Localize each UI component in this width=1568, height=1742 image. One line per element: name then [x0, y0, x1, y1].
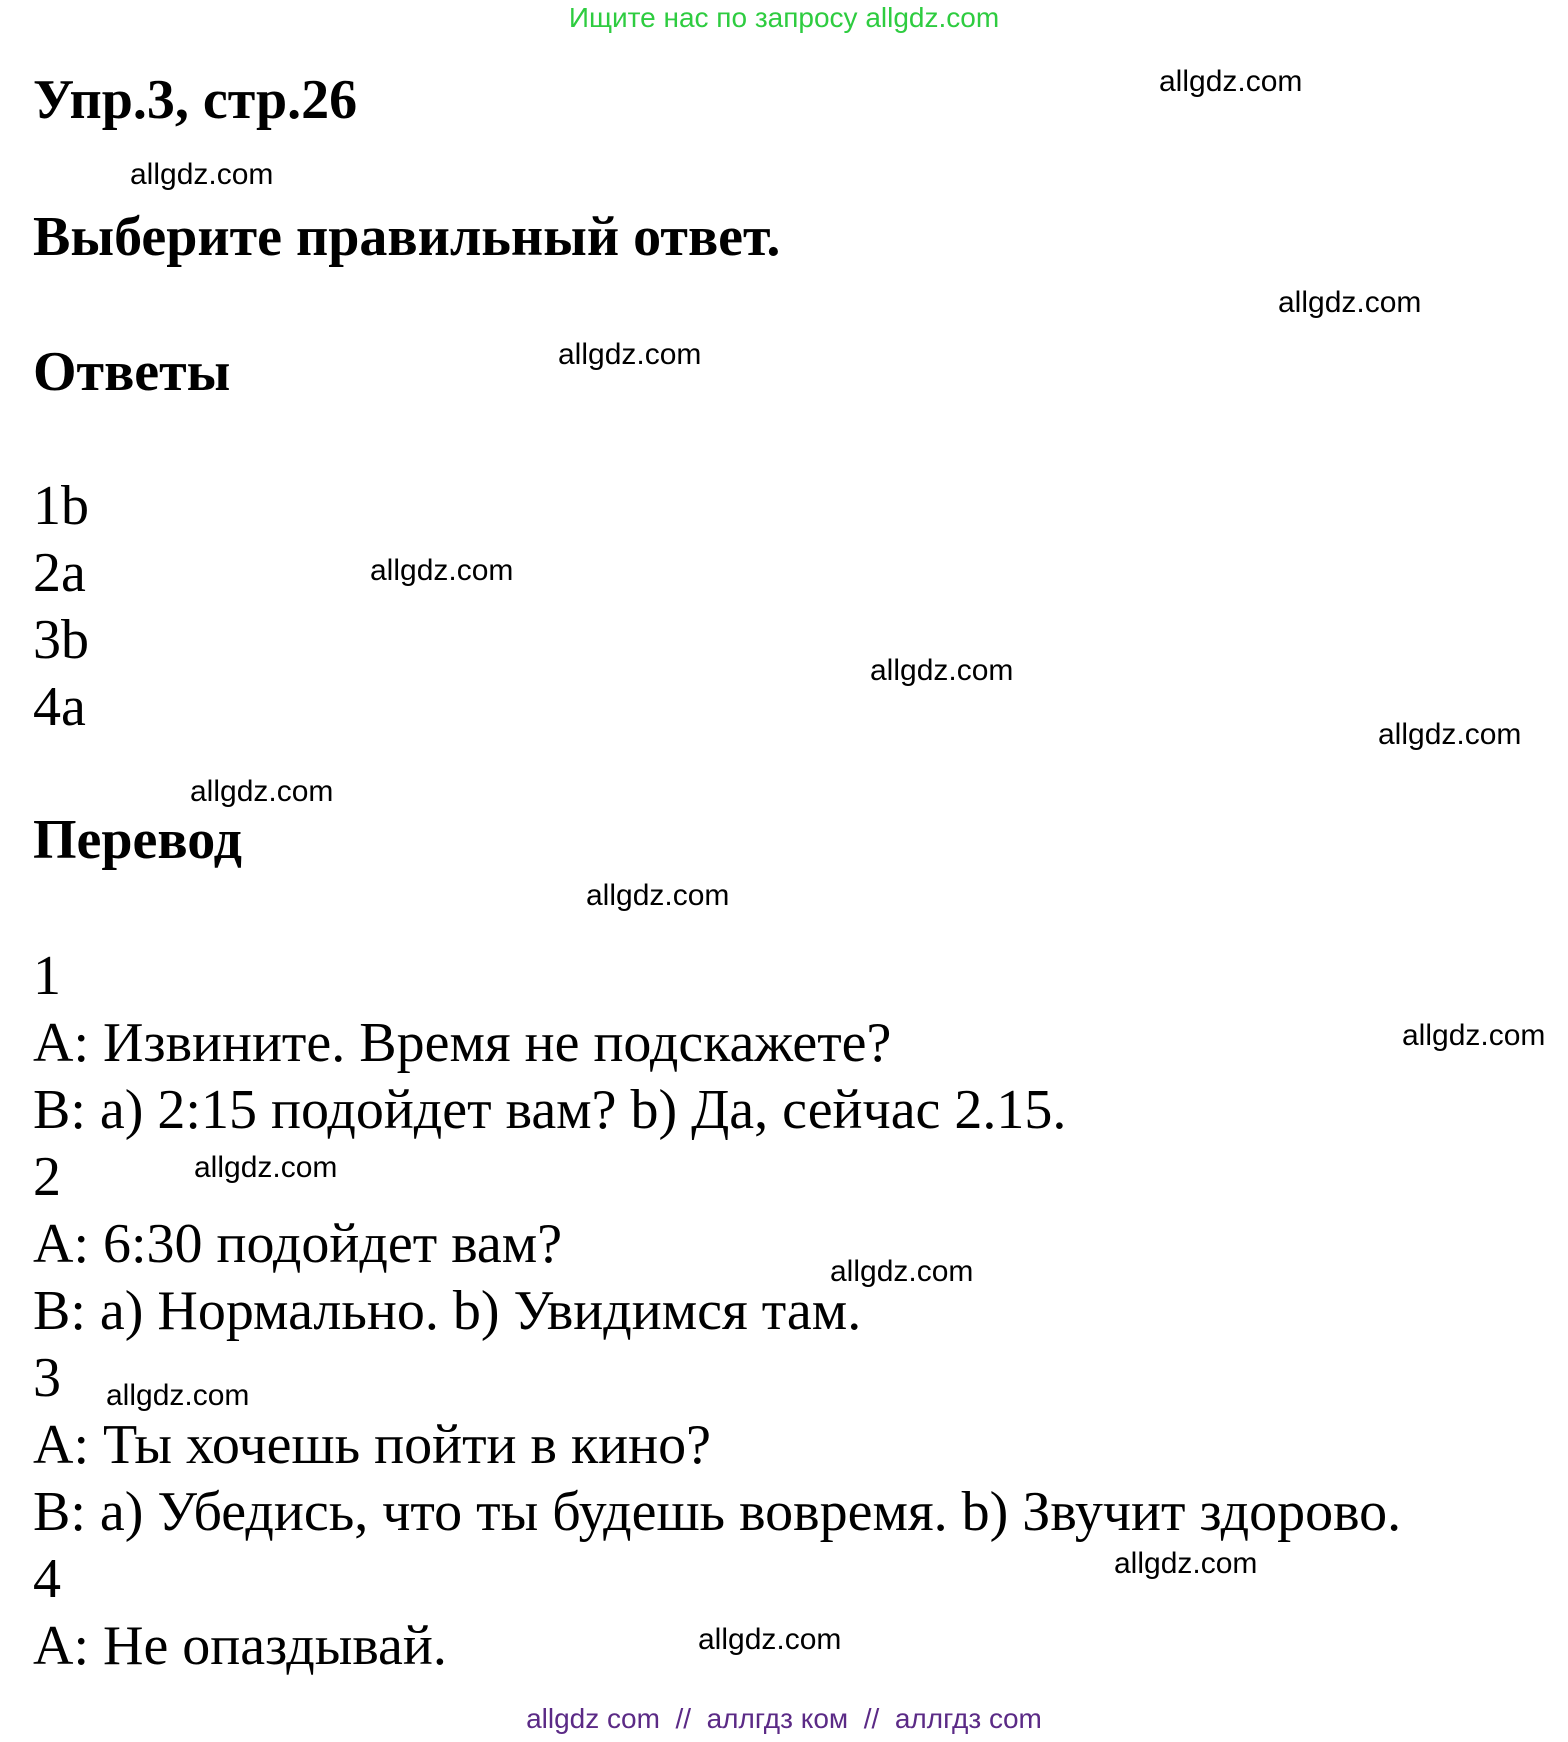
translation-heading: Перевод	[33, 809, 242, 871]
watermark: allgdz.com	[370, 554, 514, 587]
watermark: allgdz.com	[586, 879, 730, 912]
answer-item: 3b	[33, 609, 89, 671]
watermark: allgdz.com	[106, 1379, 250, 1412]
watermark: allgdz.com	[194, 1151, 338, 1184]
translation-line: A: Не опаздывай.	[33, 1615, 447, 1677]
translation-number: 2	[33, 1146, 61, 1208]
translation-line: A: Ты хочешь пойти в кино?	[33, 1414, 711, 1476]
translation-number: 3	[33, 1347, 61, 1409]
watermark: allgdz.com	[1378, 718, 1522, 751]
answers-heading: Ответы	[33, 341, 231, 403]
translation-number: 1	[33, 945, 61, 1007]
watermark: allgdz.com	[1159, 65, 1303, 98]
answer-item: 2a	[33, 542, 86, 604]
watermark: allgdz.com	[190, 775, 334, 808]
top-banner-link[interactable]: Ищите нас по запросу allgdz.com	[568, 2, 1000, 33]
translation-number: 4	[33, 1548, 61, 1610]
watermark: allgdz.com	[558, 338, 702, 371]
watermark: allgdz.com	[870, 654, 1014, 687]
exercise-instruction: Выберите правильный ответ.	[33, 206, 781, 268]
watermark: allgdz.com	[1114, 1547, 1258, 1580]
translation-line: A: Извините. Время не подскажете?	[33, 1012, 892, 1074]
watermark: allgdz.com	[130, 158, 274, 191]
translation-line: A: 6:30 подойдет вам?	[33, 1213, 563, 1275]
watermark: allgdz.com	[698, 1623, 842, 1656]
answer-item: 1b	[33, 475, 89, 537]
translation-line: B: a) Нормально. b) Увидимся там.	[33, 1280, 862, 1342]
watermark: allgdz.com	[1278, 286, 1422, 319]
answer-item: 4a	[33, 676, 86, 738]
translation-line: B: a) 2:15 подойдет вам? b) Да, сейчас 2.15.	[33, 1079, 1067, 1141]
footer-links[interactable]: allgdz com // аллгдз ком // аллгдз com	[526, 1703, 1042, 1734]
watermark: allgdz.com	[1402, 1019, 1546, 1052]
watermark: allgdz.com	[830, 1255, 974, 1288]
translation-line: B: a) Убедись, что ты будешь вовремя. b) Звучит здорово.	[33, 1481, 1402, 1543]
exercise-title: Упр.3, стр.26	[33, 69, 358, 131]
